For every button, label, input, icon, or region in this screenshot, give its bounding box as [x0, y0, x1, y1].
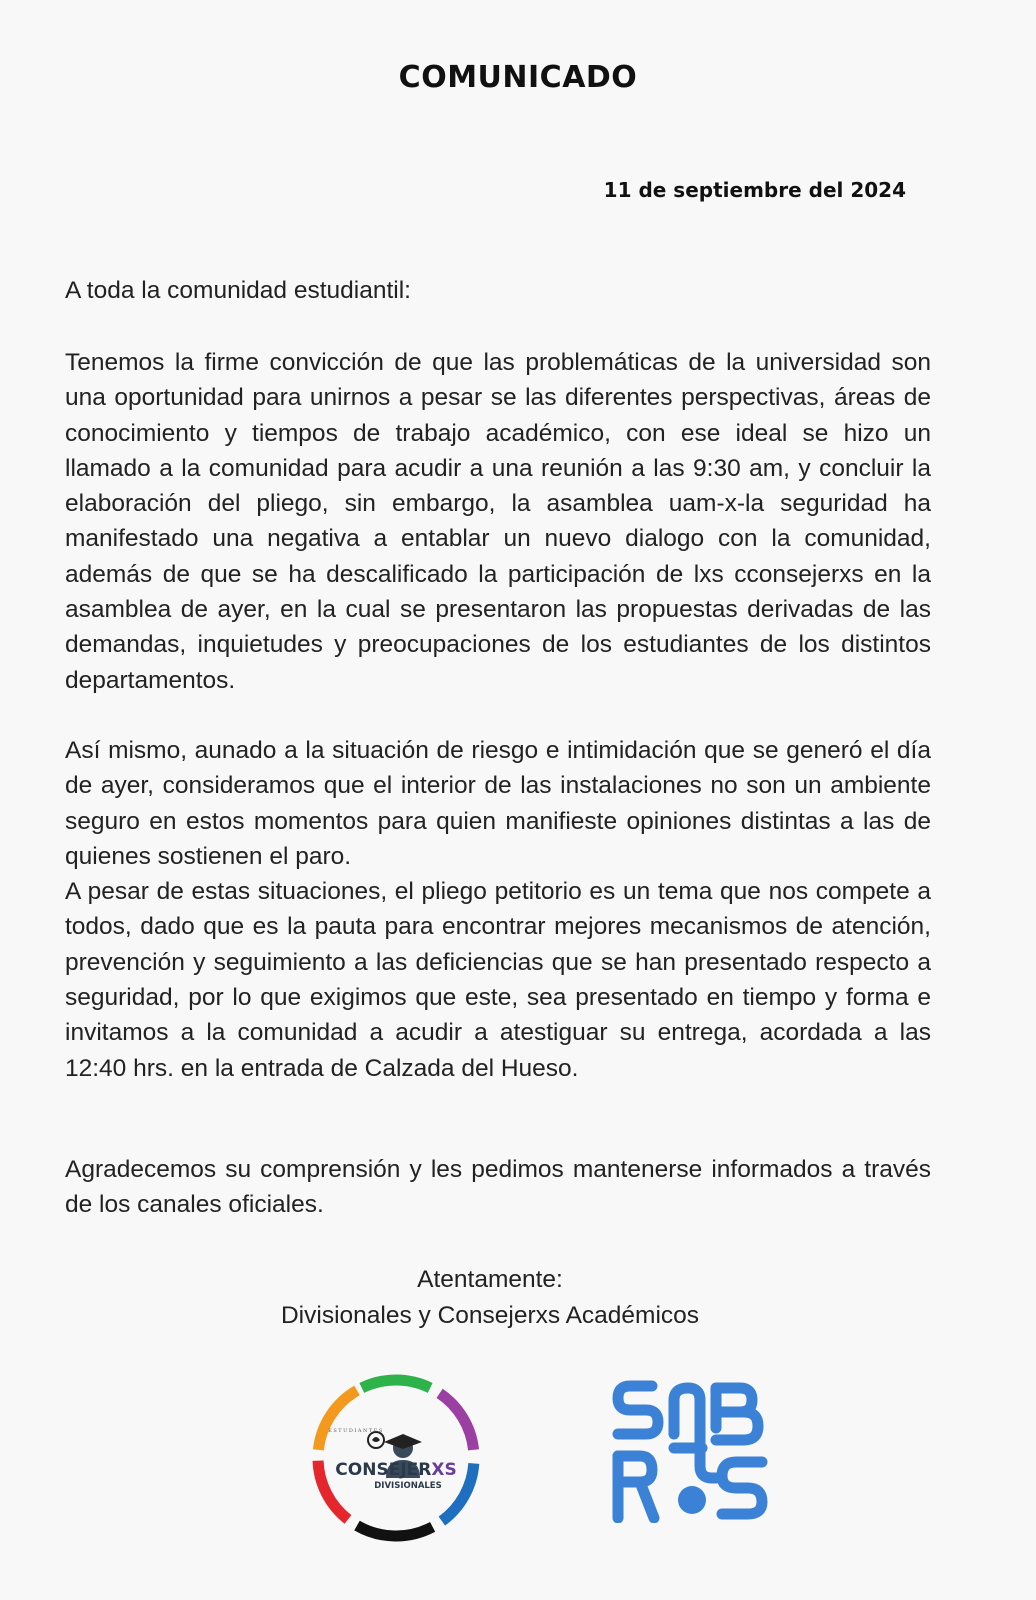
logo-sub-text: DIVISIONALES — [374, 1481, 442, 1491]
ring-segment — [318, 1390, 357, 1449]
document-date: 11 de septiembre del 2024 — [603, 178, 906, 202]
paragraph-text: A pesar de estas situaciones, el pliego petitorio es un tema que nos compete a todos, dado que es la pauta para encontrar mejores mecanismos de atención, prevención y seguimiento a las deficiencias que se han presentado respecto a seguridad, por lo que exigimos que este, sea presentado en tiempo y forma e invitamos a la comunidad a acudir a atestiguar su entrega, acordada a las 12:40 hrs. en la entrada de Calzada del Hueso. — [65, 878, 931, 1082]
ring-segment — [440, 1393, 474, 1450]
consejerxs-logo — [310, 1372, 482, 1544]
paragraph-safety — [65, 733, 931, 1086]
signature: Divisionales y Consejerxs Académicos — [280, 1302, 700, 1329]
closing-salutation: Atentamente: — [417, 1266, 563, 1293]
paragraph-text: Así mismo, aunado a la situación de riesgo e intimidación que se generó el día de ayer, consideramos que el interior de las instalaciones no son un ambiente seguro en estos momentos para quien manifieste opiniones distintas a las de quienes sostienen el paro. — [65, 737, 931, 870]
ring-segment — [362, 1380, 430, 1388]
paragraph-convocation — [65, 345, 931, 698]
paragraph-text: Tenemos la firme convicción de que las problemáticas de la universidad son una oportunidad para unirnos a pesar se las diferentes perspectivas, áreas de conocimiento y tiempos de trabajo académico, con ese ideal se hizo un llamado a la comunidad para acudir a una reunión a las 9:30 am, y concluir la elaboración del pliego, sin embargo, la asamblea uam-x-la seguridad ha manifestado una negativa a entablar un nuevo dialogo con la comunidad, además de que se ha descalificado la participación de lxs cconsejerxs en la asamblea de ayer, en la cual se presentaron las propuestas derivadas de las demandas, inquietudes y preocupaciones de los estudiantes de los distintos departamentos. — [65, 349, 931, 694]
ring-segment — [357, 1526, 433, 1536]
paragraph-text: Agradecemos su comprensión y les pedimos mantenerse informados a través de los canales oficiales. — [65, 1156, 931, 1219]
document-title: COMUNICADO — [398, 60, 638, 95]
logo-ring — [318, 1380, 474, 1536]
closing-block — [0, 1262, 980, 1334]
snbs-monogram-icon — [612, 1378, 772, 1523]
paragraph-thanks — [65, 1152, 931, 1223]
logo-top-text: ESTUDIANTES — [328, 1428, 384, 1434]
logo-main-text: CONSEJERXS — [335, 1460, 457, 1480]
greeting: A toda la comunidad estudiantil: — [65, 277, 411, 304]
